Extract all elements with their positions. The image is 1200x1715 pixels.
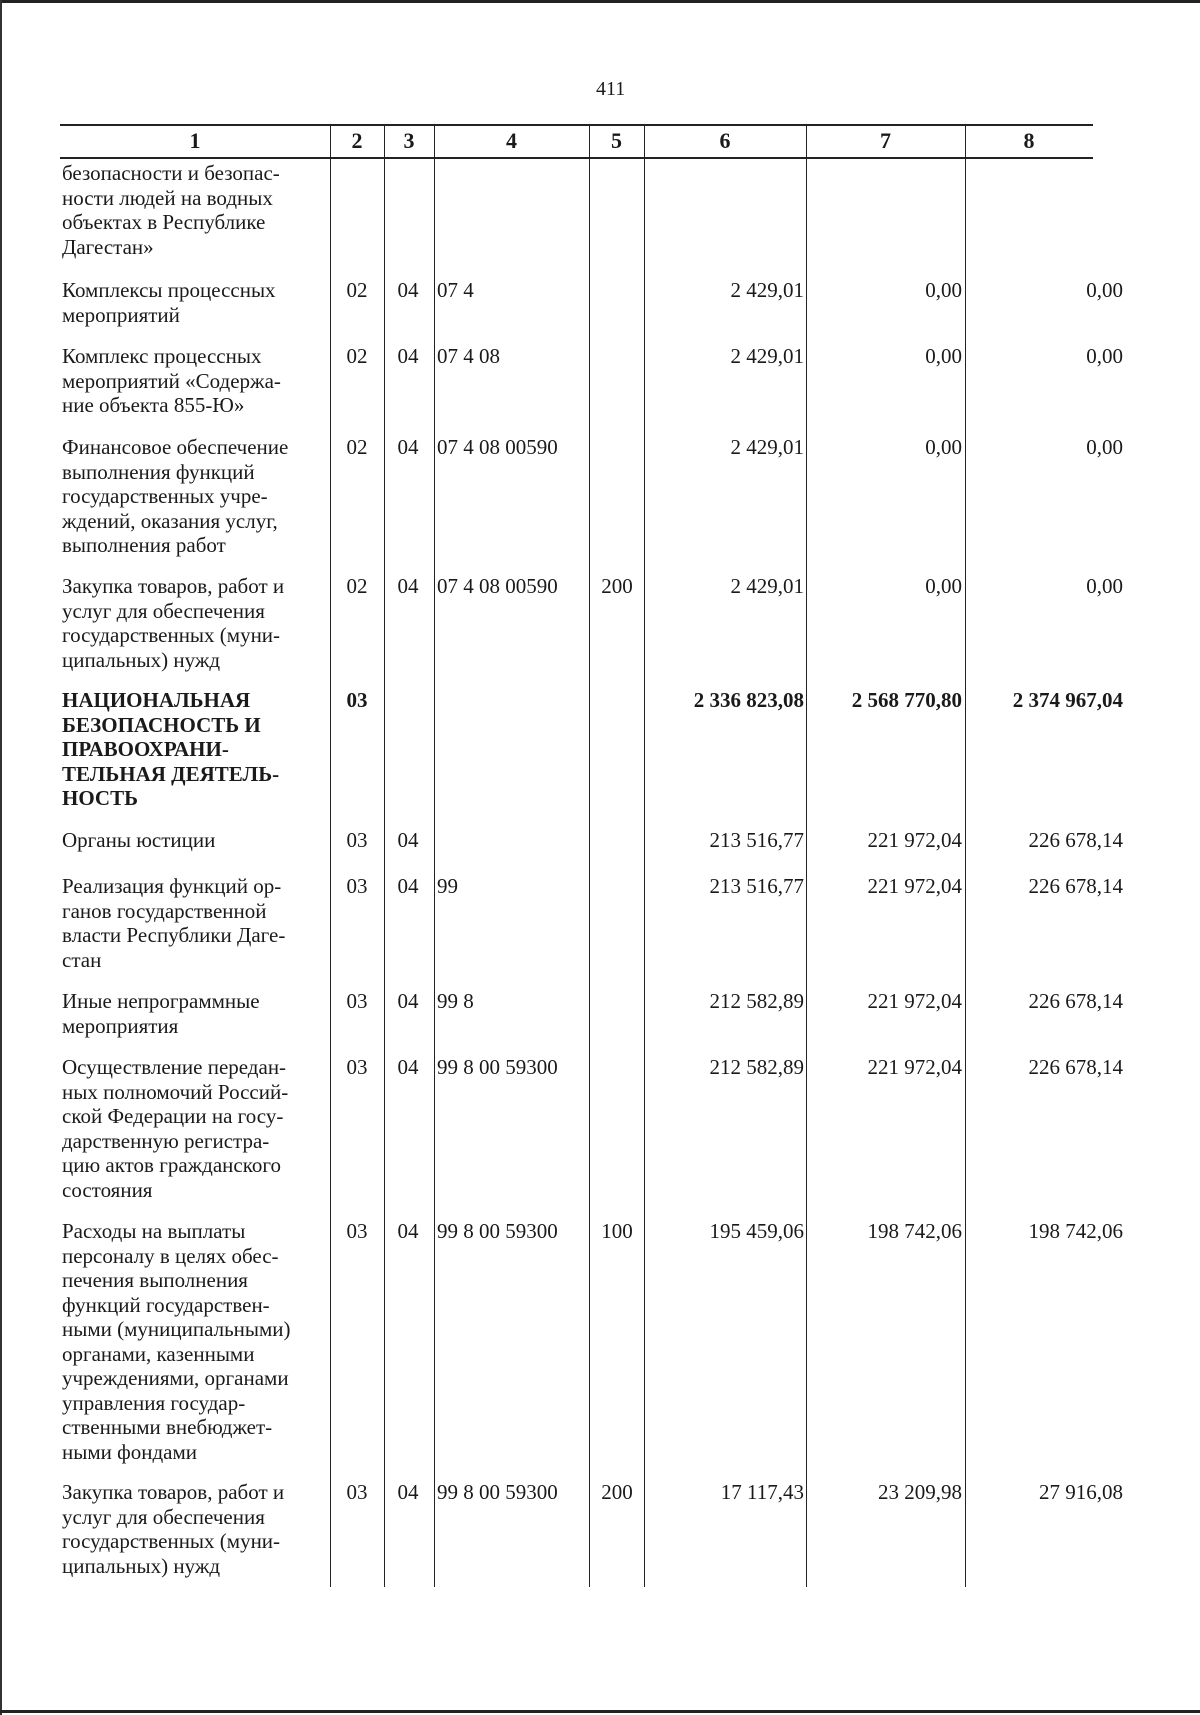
subsection-code: 04 — [397, 574, 419, 598]
section-code: 02 — [346, 574, 368, 598]
subsection-code: 04 — [397, 435, 419, 459]
amount-col-7: 221 972,04 — [867, 874, 962, 898]
subsection-code: 04 — [397, 989, 419, 1013]
row-description: Финансовое обеспечение выполнения функций государственных учре- ждений, оказания услуг, выполнения работ — [62, 435, 289, 557]
column-header-label: 5 — [611, 128, 622, 153]
amount-col-6: 213 516,77 — [709, 874, 804, 898]
section-code: 02 — [346, 435, 368, 459]
expense-type-code: 200 — [601, 1480, 633, 1504]
row-description: Закупка товаров, работ и услуг для обеспечения государственных (муни- ципальных) нужд — [62, 574, 285, 672]
target-article-code: 99 8 00 59300 — [437, 1055, 558, 1079]
column-header-4 — [434, 124, 589, 159]
column-divider — [434, 124, 435, 1587]
amount-col-7: 0,00 — [925, 574, 962, 598]
column-header-label: 2 — [351, 128, 363, 153]
amount-col-8: 198 742,06 — [1028, 1219, 1123, 1243]
page-frame-bottom — [0, 1710, 1200, 1713]
expense-type-code: 100 — [601, 1219, 633, 1243]
section-code: 03 — [346, 688, 368, 712]
amount-col-8: 226 678,14 — [1028, 828, 1123, 852]
amount-col-6: 17 117,43 — [720, 1480, 804, 1504]
amount-col-7: 2 568 770,80 — [851, 688, 962, 712]
subsection-code: 04 — [397, 874, 419, 898]
target-article-code: 07 4 08 — [437, 344, 500, 368]
amount-col-8: 0,00 — [1086, 574, 1123, 598]
amount-col-7: 221 972,04 — [867, 828, 962, 852]
column-divider — [589, 124, 590, 1587]
section-code: 03 — [346, 1480, 368, 1504]
row-description: Иные непрограммные мероприятия — [62, 989, 260, 1038]
amount-col-6: 195 459,06 — [709, 1219, 804, 1243]
amount-col-8: 27 916,08 — [1039, 1480, 1123, 1504]
row-description: Закупка товаров, работ и услуг для обеспечения государственных (муни- ципальных) нужд — [62, 1480, 285, 1578]
amount-col-7: 0,00 — [925, 344, 962, 368]
column-header-label: 3 — [403, 128, 415, 153]
amount-col-6: 2 336 823,08 — [693, 688, 804, 712]
column-header-3 — [384, 124, 434, 159]
row-description: Органы юстиции — [62, 828, 216, 852]
column-header-1 — [60, 124, 330, 159]
amount-col-6: 2 429,01 — [730, 435, 804, 459]
section-code: 03 — [346, 989, 368, 1013]
amount-col-6: 2 429,01 — [730, 574, 804, 598]
section-code: 02 — [346, 344, 368, 368]
section-code: 03 — [346, 1219, 368, 1243]
row-description: Расходы на выплаты персоналу в целях обес- печения выполнения функций государствен- ными (муниципальными) органами, казенными учреждениями, органами управления государ- ственными внебюджет- ными фондами — [62, 1219, 291, 1464]
subsection-code: 04 — [397, 828, 419, 852]
amount-col-7: 0,00 — [925, 278, 962, 302]
amount-col-6: 2 429,01 — [730, 344, 804, 368]
column-header-label: 6 — [719, 128, 731, 153]
row-description: Комплексы процессных мероприятий — [62, 278, 276, 327]
amount-col-7: 221 972,04 — [867, 1055, 962, 1079]
column-header-label: 8 — [1023, 128, 1035, 153]
subsection-code: 04 — [397, 278, 419, 302]
page-number: 411 — [596, 78, 626, 100]
amount-col-6: 212 582,89 — [709, 989, 804, 1013]
page-frame-left — [0, 0, 2, 1715]
amount-col-6: 213 516,77 — [709, 828, 804, 852]
amount-col-6: 212 582,89 — [709, 1055, 804, 1079]
target-article-code: 99 — [437, 874, 458, 898]
column-header-6 — [644, 124, 806, 159]
target-article-code: 07 4 08 00590 — [437, 574, 558, 598]
subsection-code: 04 — [397, 1055, 419, 1079]
target-article-code: 99 8 — [437, 989, 474, 1013]
amount-col-8: 226 678,14 — [1028, 989, 1123, 1013]
amount-col-7: 221 972,04 — [867, 989, 962, 1013]
amount-col-7: 23 209,98 — [878, 1480, 962, 1504]
expense-type-code: 200 — [601, 574, 633, 598]
amount-col-8: 226 678,14 — [1028, 1055, 1123, 1079]
target-article-code: 99 8 00 59300 — [437, 1219, 558, 1243]
section-code: 02 — [346, 278, 368, 302]
row-description: Комплекс процессных мероприятий «Содержа- ние объекта 855-Ю» — [62, 344, 281, 417]
subsection-code: 04 — [397, 1219, 419, 1243]
subsection-code: 04 — [397, 1480, 419, 1504]
amount-col-7: 0,00 — [925, 435, 962, 459]
amount-col-8: 2 374 967,04 — [1012, 688, 1123, 712]
amount-col-8: 0,00 — [1086, 435, 1123, 459]
column-header-5 — [589, 124, 644, 159]
amount-col-8: 0,00 — [1086, 278, 1123, 302]
row-description: Осуществление передан- ных полномочий Россий- ской Федерации на госу- дарственную регистра- цию актов гражданского состояния — [62, 1055, 289, 1202]
page-frame-top — [0, 0, 1200, 3]
column-header-7 — [806, 124, 965, 159]
row-description: НАЦИОНАЛЬНАЯ БЕЗОПАСНОСТЬ И ПРАВООХРАНИ- ТЕЛЬНАЯ ДЕЯТЕЛЬ- НОСТЬ — [62, 688, 280, 810]
amount-col-6: 2 429,01 — [730, 278, 804, 302]
target-article-code: 99 8 00 59300 — [437, 1480, 558, 1504]
subsection-code: 04 — [397, 344, 419, 368]
row-description: безопасности и безопас- ности людей на водных объектах в Республике Дагестан» — [62, 161, 280, 259]
column-header-label: 1 — [189, 128, 201, 153]
row-description: Реализация функций ор- ганов государственной власти Республики Даге- стан — [62, 874, 286, 972]
target-article-code: 07 4 — [437, 278, 474, 302]
amount-col-8: 226 678,14 — [1028, 874, 1123, 898]
amount-col-7: 198 742,06 — [867, 1219, 962, 1243]
target-article-code: 07 4 08 00590 — [437, 435, 558, 459]
column-header-8 — [965, 124, 1093, 159]
section-code: 03 — [346, 1055, 368, 1079]
amount-col-8: 0,00 — [1086, 344, 1123, 368]
column-header-2 — [330, 124, 384, 159]
column-header-label: 7 — [880, 128, 891, 153]
column-header-label: 4 — [506, 128, 517, 153]
column-divider — [644, 124, 645, 1587]
section-code: 03 — [346, 828, 368, 852]
section-code: 03 — [346, 874, 368, 898]
